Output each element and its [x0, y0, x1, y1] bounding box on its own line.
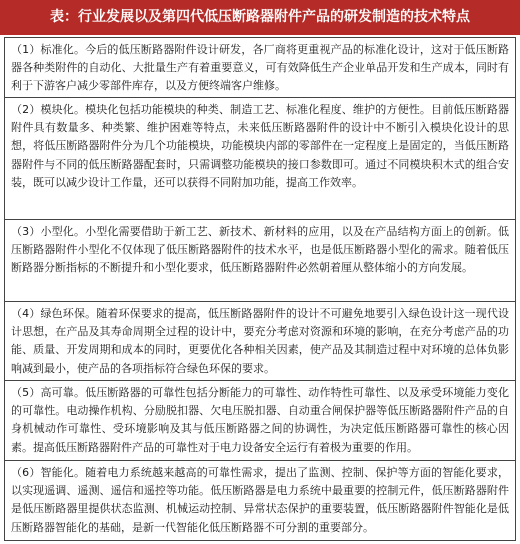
feature-intelligence: （6）智能化。随着电力系统越来越高的可靠性需求，提出了监测、控制、保护等方面的智能化要求，以实现遥调、遥测、遥信和遥控等功能。低压断路器是电力系统中最重要的控制元件，低压断路器附件是低压断路器里提供状态监测、机械运动控制、异常状态保护的重要装置，低压断路器附件智能化是低压断路器智能化的基础，是新一代智能化低压断路器不可分割的重要部分。	[11, 466, 509, 534]
feature-green-environmental: （4）绿色环保。随着环保要求的提高，低压断路器附件的设计不可避免地要引入绿色设计这一现代设计思想，在产品及其寿命周期全过程的设计中，要充分考虑对资源和环境的影响，在充分考虑产品的功能、质量、开发周期和成本的同时，更要优化各种相关因素，使产品及其制造过程中对环境的总体负影响减到最小，使产品的各项指标符合绿色环保的要求。	[5, 302, 515, 381]
feature-table	[4, 37, 516, 541]
table-title: 表：行业发展以及第四代低压断路器附件产品的研发制造的技术特点	[0, 0, 520, 35]
feature-modularization: （2）模块化。模块化包括功能模块的种类、制造工艺、标准化程度、维护的方便性。目前低压断路器附件具有数量多、种类繁、维护困难等特点，未来低压断路器附件的设计中不断引入模块化设计的思想，将低压断路器附件分为几个功能模块，功能模块内部的零部件在一定程度上是固定的，当低压断路器附件与不同的低压断路器配套时，只需调整功能模块的接口参数即可。通过不同模块积木式的组合安装，既可以减少设计工作量，还可以获得不同附加功能，提高工作效率。	[5, 98, 515, 220]
feature-high-reliability: （5）高可靠。低压断路器的可靠性包括分断能力的可靠性、动作特性可靠性、以及承受环境能力变化的可靠性。电动操作机构、分励脱扣器、欠电压脱扣器、自动重合闸保护器等低压断路器附件产品的自身机械动作可靠性、受环境影响及其与低压断路器之间的协调性，为决定低压断路器可靠性的核心因素。提高低压断路器附件产品的可靠性对于电力设备安全运行有着极为重要的作用。	[5, 381, 515, 461]
feature-standardization: （1）标准化。今后的低压断路器附件设计研发，各厂商将更重视产品的标准化设计，这对于低压断路器各种类附件的自动化、大批量生产有着重要意义，可有效降低生产企业单品开发和生产成本，同时有利于下游客户减少零部件库存，以及方便终端客户维修。	[5, 38, 515, 98]
feature-miniaturization: （3）小型化。小型化需要借助于新工艺、新技术、新材料的应用，以及在产品结构方面上的创新。低压断路器附件小型化不仅体现了低压断路器附件的技术水平，也是低压断路器小型化的需求。随着低压断路器分断指标的不断提升和小型化要求，低压断路器附件必然朝着厘从整体缩小的方向发展。	[5, 220, 515, 302]
